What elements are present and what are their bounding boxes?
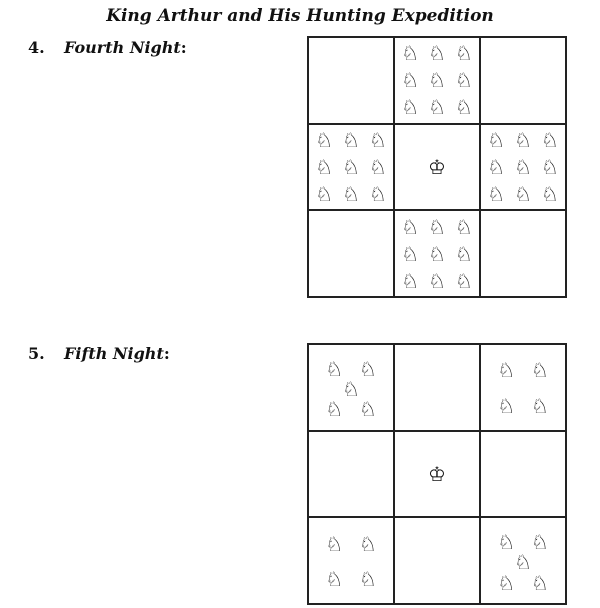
board-cell [308,124,394,211]
night-5-board [307,343,567,605]
knight-icon: ♘ [342,154,360,179]
knight-icon: ♘ [540,182,559,207]
night-4-label [28,38,187,57]
night-4-board [307,36,567,298]
night-suffix: : [163,344,170,363]
night-5-label [28,344,170,363]
king-icon: ♔ [428,154,446,179]
knight-icon: ♘ [514,182,532,207]
board-cell [394,37,480,124]
knight-icon: ♘ [454,41,473,66]
night-suffix: : [180,38,187,57]
knight-icon: ♘ [530,358,549,383]
knight-icon: ♘ [401,95,420,120]
board-cell [394,124,480,211]
knight-icon: ♘ [401,41,420,66]
board-cell [480,344,566,431]
knight-icon: ♘ [454,68,473,93]
knight-icon: ♘ [530,530,549,555]
knight-icon: ♘ [325,531,344,556]
board-cell [480,37,566,124]
knight-icon: ♘ [530,393,549,418]
knight-icon: ♘ [497,530,516,555]
knight-icon: ♘ [401,214,420,239]
knight-icon: ♘ [401,241,420,266]
knight-icon: ♘ [514,550,532,575]
knight-icon: ♘ [342,182,360,207]
knight-icon: ♘ [315,127,334,152]
knight-icon: ♘ [401,268,420,293]
knight-icon: ♘ [315,182,334,207]
knight-icon: ♘ [428,68,446,93]
board-cell [394,431,480,518]
board-cell [394,344,480,431]
knight-icon: ♘ [358,567,377,592]
knight-icon: ♘ [454,95,473,120]
knight-icon: ♘ [325,567,344,592]
knight-icon: ♘ [487,154,506,179]
board-cell [308,431,394,518]
knight-icon: ♘ [540,127,559,152]
knight-icon: ♘ [497,570,516,595]
knight-icon: ♘ [428,41,446,66]
night-name: Fifth Night [64,344,164,363]
board-cell [308,37,394,124]
knight-icon: ♘ [514,127,532,152]
knight-icon: ♘ [342,377,360,402]
page-title: King Arthur and His Hunting Expedition [106,6,494,26]
night-number: 5. [28,344,45,363]
knight-icon: ♘ [401,68,420,93]
knight-icon: ♘ [325,397,344,422]
knight-icon: ♘ [428,268,446,293]
knight-icon: ♘ [454,268,473,293]
knight-icon: ♘ [487,127,506,152]
knight-icon: ♘ [315,154,334,179]
board-cell [480,124,566,211]
knight-icon: ♘ [428,95,446,120]
knight-icon: ♘ [325,356,344,381]
knight-icon: ♘ [487,182,506,207]
knight-icon: ♘ [428,241,446,266]
board-cell [308,344,394,431]
board-cell [308,210,394,297]
knight-icon: ♘ [540,154,559,179]
knight-icon: ♘ [497,393,516,418]
knight-icon: ♘ [514,154,532,179]
board-cell [480,210,566,297]
knight-icon: ♘ [368,154,387,179]
knight-icon: ♘ [530,570,549,595]
board-cell [394,210,480,297]
knight-icon: ♘ [368,182,387,207]
king-icon: ♔ [428,461,446,486]
board-cell [394,517,480,604]
knight-icon: ♘ [368,127,387,152]
knight-icon: ♘ [342,127,360,152]
knight-icon: ♘ [358,356,377,381]
knight-icon: ♘ [358,397,377,422]
knight-icon: ♘ [454,241,473,266]
board-cell [480,431,566,518]
knight-icon: ♘ [428,214,446,239]
night-number: 4. [28,38,45,57]
night-name: Fourth Night [64,38,181,57]
knight-icon: ♘ [497,358,516,383]
knight-icon: ♘ [454,214,473,239]
board-cell [480,517,566,604]
board-cell [308,517,394,604]
knight-icon: ♘ [358,531,377,556]
